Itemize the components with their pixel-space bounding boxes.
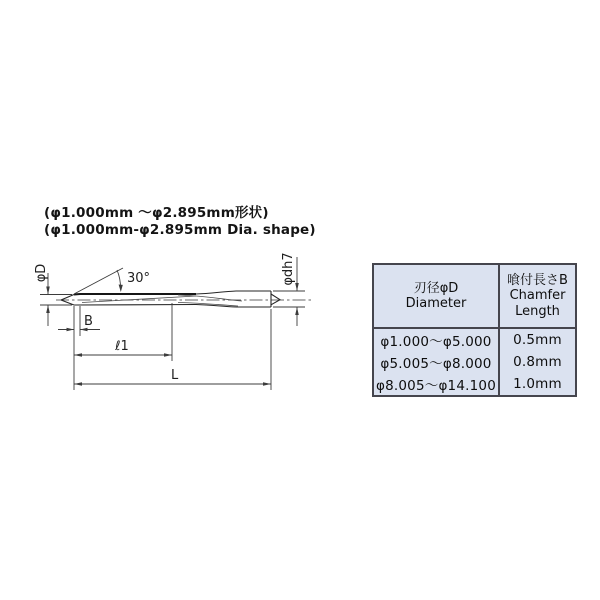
cutting-diameter-label: φD — [34, 263, 49, 283]
chamfer-value: 1.0mm — [513, 376, 562, 392]
tool-outline — [61, 291, 280, 307]
header-chamfer-en1: Chamfer — [509, 288, 566, 304]
chamfer-length-label: B — [84, 314, 93, 329]
cutting-diameter-dimension — [34, 264, 72, 326]
diameter-range: φ5.005～φ8.000 — [380, 356, 492, 372]
chamfer-value: 0.8mm — [513, 354, 562, 370]
tool-drawing-svg — [0, 240, 340, 410]
size-range-note — [44, 205, 316, 239]
point-angle-label: 30° — [127, 271, 151, 286]
overall-length-label: L — [171, 368, 179, 383]
size-range-note-en: (φ1.000mm-φ2.895mm Dia. shape) — [44, 222, 316, 238]
header-chamfer-jp: 喰付長さB — [507, 272, 568, 288]
shank-diameter-label: φdh7 — [281, 252, 296, 286]
chamfer-value: 0.5mm — [513, 332, 562, 348]
table-header-row — [374, 265, 575, 329]
angle-arrowhead — [119, 285, 123, 293]
header-diameter — [374, 265, 500, 327]
flute-length-label: ℓ1 — [115, 339, 129, 354]
table-row — [374, 373, 575, 395]
table-row — [374, 351, 575, 373]
table-body — [374, 329, 575, 395]
diameter-range: φ8.005～φ14.100 — [376, 378, 496, 394]
table-row — [374, 329, 575, 351]
flute-length-dimension — [74, 303, 172, 361]
header-diameter-jp: 刃径φD — [413, 280, 459, 296]
header-chamfer-en2: Length — [515, 303, 560, 319]
size-range-note-jp: (φ1.000mm ～φ2.895mm形状) — [44, 205, 269, 221]
shank-diameter-dimension — [273, 252, 305, 326]
chamfer-spec-table — [372, 263, 577, 397]
header-diameter-en: Diameter — [405, 296, 467, 311]
point-angle-annotation — [74, 268, 150, 294]
overall-length-dimension — [74, 309, 271, 390]
diameter-range: φ1.000～φ5.000 — [380, 334, 492, 350]
header-chamfer — [500, 265, 575, 327]
chamfer-length-dimension — [58, 306, 100, 390]
